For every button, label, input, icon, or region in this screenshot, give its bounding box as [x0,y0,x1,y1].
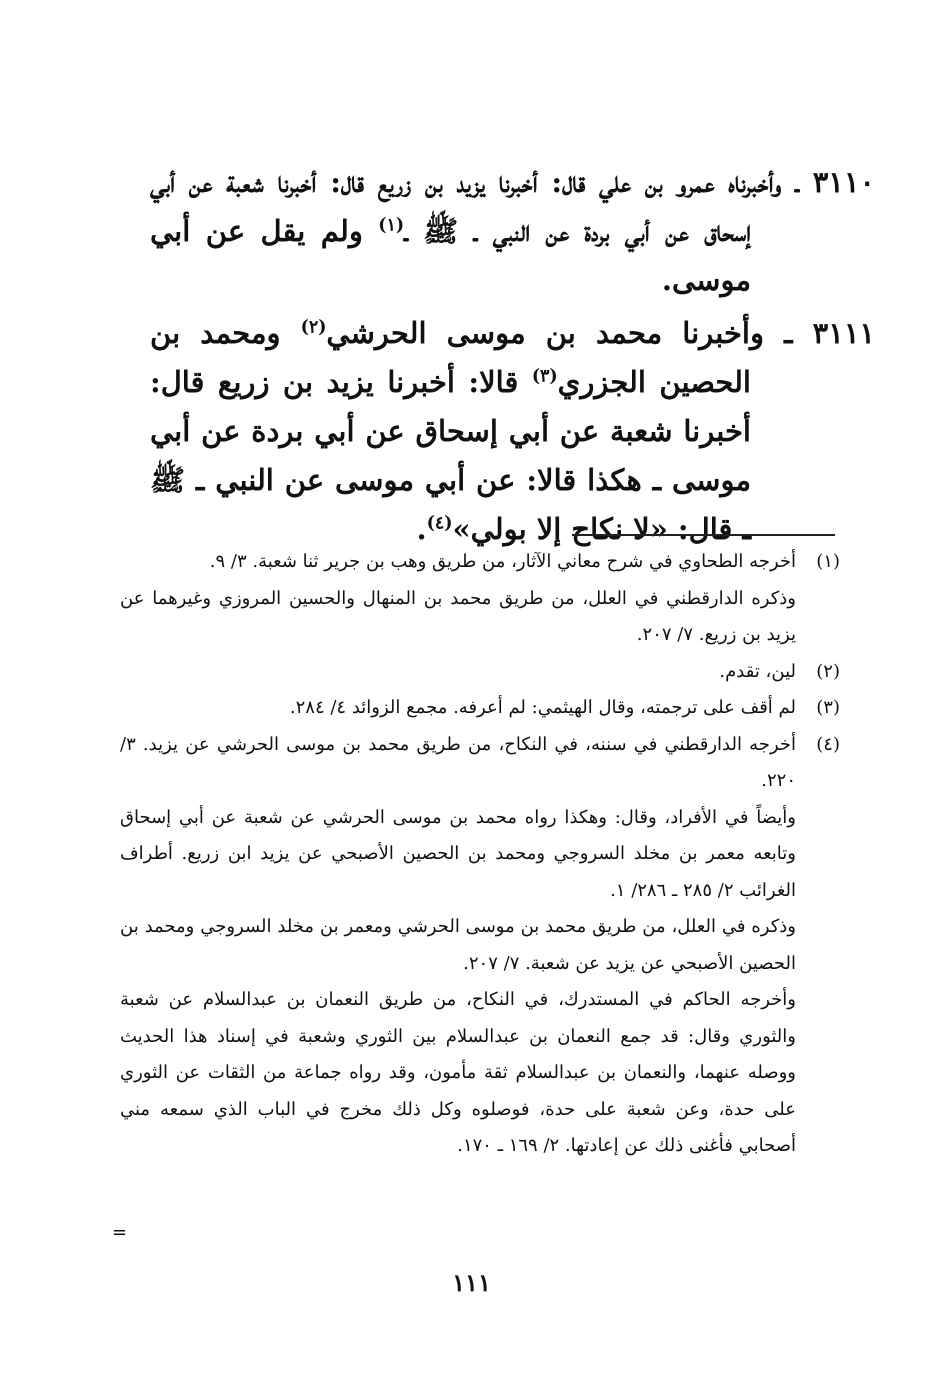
footnote-3 [120,690,840,727]
hadith-number: ٣١١١ ـ [784,316,875,350]
continuation-mark: = [112,1222,128,1243]
hadith-text: وأخبرناه عمرو بن علي قال: أخبرنا يزيد بن زريع قال: أخبرنا شعبة عن أبي إسحاق عن أبي بردة عن النبي ـ ﷺ ـ [150,165,782,248]
footnote-mark: (٤) [816,733,840,755]
hadith-text: ومحمد بن الحصين الجزري [150,316,751,399]
footnote-text: لين، تقدم. [719,660,796,682]
footnote-separator [572,534,835,536]
hadith-3111 [150,309,875,554]
footnote-1-extra: وذكره الدارقطني في العلل، من طريق محمد بن المنهال والحسين المروزي وغيرهما عن يزيد بن زريع. ٧/ ٢٠٧. [120,587,796,645]
hadith-text-end: . [416,512,427,546]
footnote-mark: (١) [816,551,840,572]
footnote-ref[interactable]: (١) [378,215,405,236]
footnote-text: أخرجه الطحاوي في شرح معاني الآثار، من طريق وهب بن جرير ثنا شعبة. ٣/ ٩. [209,551,796,572]
hadith-text: قالا: أخبرنا يزيد بن زريع قال: أخبرنا شعبة عن أبي إسحاق عن أبي بردة عن أبي موسى ـ هكذا قالا: عن أبي موسى عن النبي ـ ﷺ ـ قال: «لا نكاح إلا بولي» [150,365,751,546]
footnote-1 [120,544,840,581]
hadith-number: ٣١١٠ ـ [795,165,875,199]
footnote-text: أخرجه الدارقطني في سننه، في النكاح، من طريق محمد بن موسى الحرشي عن يزيد. ٣/ ٢٢٠. [120,733,796,791]
footnote-4-extra: وأخرجه الحاكم في المستدرك، في النكاح، من طريق النعمان بن عبدالسلام عن شعبة والثوري وقال: قد جمع النعمان بن عبدالسلام بين الثوري وشعبة في إسناد هذا الحديث ووصله عنهما، والنعمان بن عبدالسلام ثقة مأمون، وقد رواه جماعة من الثقات عن الثوري على حدة، وعن شعبة على حدة، فوصلوه وكل ذلك مخرج في الباب الذي سمعه مني أصحابي فأغنى ذلك عن إعادتها. ٢/ ١٦٩ ـ ١٧٠. [120,989,796,1156]
footnote-ref[interactable]: (٢) [300,317,327,338]
hadith-text: وأخبرنا محمد بن موسى الحرشي [326,316,764,350]
footnote-text: لم أقف على ترجمته، وقال الهيثمي: لم أعرفه. مجمع الزوائد ٤/ ٢٨٤. [289,697,796,718]
hadith-text-cont: ولم يقل عن أبي موسى. [150,214,751,297]
footnotes [120,544,840,1165]
footnote-2 [120,654,840,691]
footnote-ref[interactable]: (٣) [531,366,558,387]
footnote-mark: (٢) [816,660,840,682]
footnote-4-extra: وأيضاً في الأفراد، وقال: وهكذا رواه محمد بن موسى الحرشي عن شعبة عن أبي إسحاق وتابعه معمر بن مخلد السروجي ومحمد بن الحصين الأصبحي عن يزيد ابن زريع. أطراف الغرائب ٢/ ٢٨٥ ـ ٢٨٦/ ١. [120,806,796,901]
footnote-ref[interactable]: (٤) [426,513,453,534]
hadith-3110 [150,158,875,305]
main-text [150,158,875,554]
footnote-4 [120,727,840,800]
footnote-mark: (٣) [816,697,840,718]
footnote-4-extra: وذكره في العلل، من طريق محمد بن موسى الحرشي ومعمر بن مخلد السروجي ومحمد بن الحصين الأصبحي عن يزيد عن شعبة. ٧/ ٢٠٧. [120,916,796,974]
page-number: ١١١ [452,1268,491,1297]
